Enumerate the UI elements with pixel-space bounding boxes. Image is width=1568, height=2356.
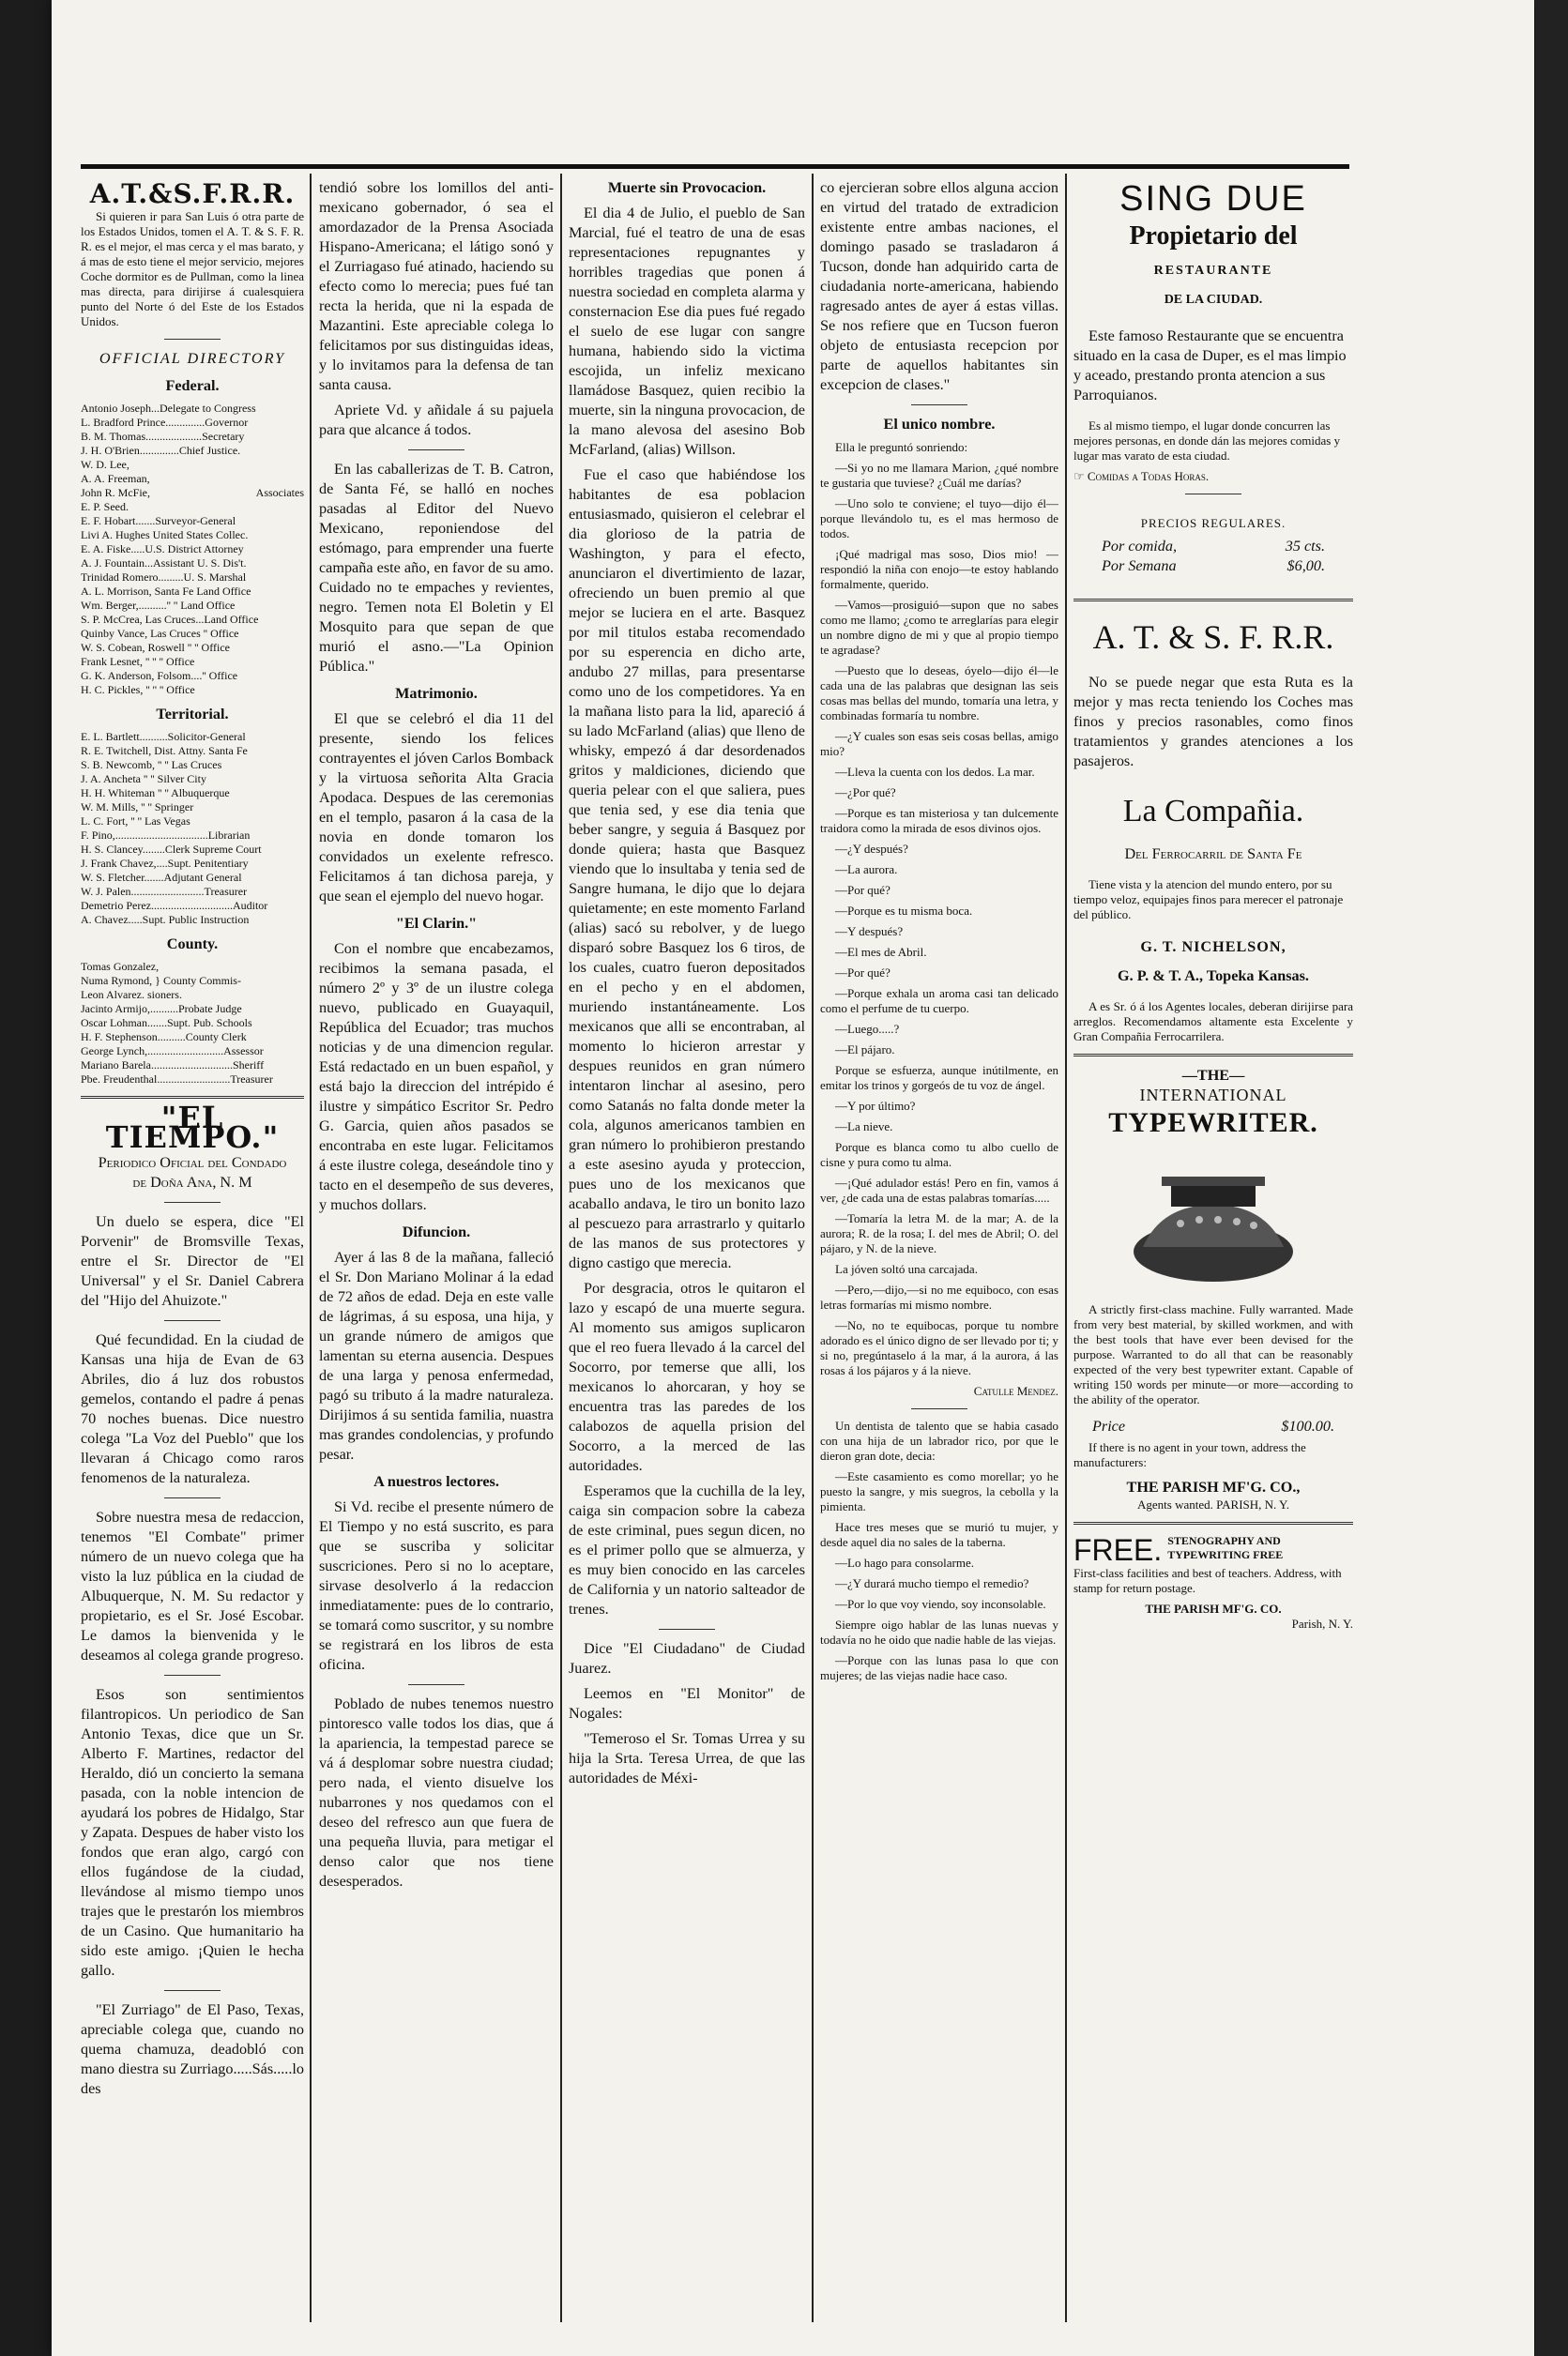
ad-subtitle: DE LA CIUDAD.: [1164, 293, 1263, 307]
ad-the: —THE—: [1181, 1067, 1245, 1084]
article-paragraph: Esperamos que la cuchilla de la ley, caiga sin compacion sobre la cabeza de este criminal, pues segun dicen, no es el primer pollo que se almuerza, y es muy bien conocido en las carceles de California y un natorio salteador de trenes.: [569, 1482, 805, 1618]
dialog-line: La jóven soltó una carcajada.: [835, 1262, 978, 1276]
typewriter-illustration: [1124, 1148, 1302, 1289]
dialog-line: —Lleva la cuenta con los dedos. La mar.: [835, 765, 1035, 779]
directory-entry: Numa Rymond, } County Commis-: [81, 974, 241, 987]
free-ad: [1073, 1534, 1353, 1632]
ad-agent-title: G. P. & T. A., Topeka Kansas.: [1118, 967, 1309, 984]
ad-text: Tiene vista y la atencion del mundo entero, por su tiempo veloz, equipajes finos para merecer el patronaje del público.: [1073, 877, 1344, 921]
directory-entry: B. M. Thomas....................Secretary: [81, 430, 245, 443]
territorial-list: [81, 730, 304, 927]
dialog-line: —Y por último?: [835, 1099, 916, 1113]
article-paragraph: "Temeroso el Sr. Tomas Urrea y su hija la Srta. Teresa Urrea, de que las autoridades de Méxi-: [569, 1730, 805, 1786]
directory-entry: A. J. Fountain...Assistant U. S. Dis't.: [81, 556, 247, 570]
directory-entry: G. K. Anderson, Folsom....'' Office: [81, 669, 238, 682]
column-1: [81, 178, 304, 2336]
section-heading: Difuncion.: [402, 1224, 471, 1240]
divider: [1073, 1522, 1353, 1525]
ad-text: No se puede negar que esta Ruta es la mejor y mas recta teniendo los Coches mas finos y precios rasonables, como finos tratamientos y grandes atenciones a los pasajeros.: [1073, 674, 1353, 769]
ad-maker-sub: Agents wanted. PARISH, N. Y.: [1136, 1497, 1290, 1512]
dialog-line: —Y después?: [835, 924, 904, 938]
dialog-line: —Por qué?: [835, 965, 891, 980]
directory-entry: George Lynch,...........................Assessor: [81, 1044, 264, 1057]
article-paragraph: "El Zurriago" de El Paso, Texas, apreciable colega que, cuando no quema chamuza, deadobló con mano diestra su Zurriago.....Sás.....lo des: [81, 2001, 304, 2097]
divider: [164, 1990, 221, 1991]
dialog-line: —Luego.....?: [835, 1022, 900, 1036]
scan-edge: [1535, 0, 1568, 2356]
restaurant-ad: [1073, 178, 1353, 576]
article-paragraph: Un duelo se espera, dice "El Porvenir" de Bromsville Texas, entre el Sr. Director de "El Universal" y el Sr. Daniel Cabrera del "Hijo del Ahuizote.": [81, 1213, 304, 1309]
directory-entry: W. D. Lee,: [81, 458, 129, 471]
directory-entry: Oscar Lohman.......Supt. Pub. Schools: [81, 1016, 252, 1029]
directory-entry: A. L. Morrison, Santa Fe Land Office: [81, 585, 251, 598]
dialog-line: —Porque es tan misteriosa y tan dulcemente traidora como la mirada de esos divinos ojos.: [820, 806, 1058, 835]
ad-maker: THE PARISH MF'G. CO.: [1145, 1602, 1282, 1616]
dialog-line: —Por qué?: [835, 883, 891, 897]
column-2: [319, 178, 554, 2336]
column-3: [569, 178, 805, 2336]
article-paragraph: Con el nombre que encabezamos, recibimos la semana pasada, el número 2º y 3º de un ilustre colega nuevo, publicado en Guayaquil, República del Ecuador; tras muchos noticias y de una dimencion regular. Está redactado en un buen español, y está bajo la direccion del intrépido é ilustre y simpático Escritor Sr. Pedro G. Garcia, quien años pasados se encontraba en este lugar. Felicitamos á este ilustre colega, deseándole tino y tacto en el desempeño de sus deveres, y muchos dollars.: [319, 940, 554, 1213]
article-paragraph: Ella le preguntó sonriendo:: [835, 440, 968, 454]
article-paragraph: —Lo hago para consolarme.: [835, 1556, 975, 1570]
divider: [164, 1320, 221, 1321]
article-paragraph: El que se celebró el dia 11 del presente, siendo los felices contrayentes el jóven Carlos Bomback y la virtuosa señorita Alta Gracia Apodaca. Despues de las ceremonias en el templo, pasaron á la casa de la novia en donde tomaron los convidados un exelente refresco. Felicitamos á tan dichosa pareja, y que sean el ejemplo del nuevo hogar.: [319, 710, 554, 904]
dialog-line: —La nieve.: [835, 1119, 893, 1133]
ad-subtitle: Propietario del: [1129, 221, 1298, 251]
dialog-line: —La aurora.: [835, 862, 898, 876]
article-paragraph: Fue el caso que habiéndose los habitantes de esa poblacion entusiasmado, quisieron el celebrar el dia glorioso de la patria de Washington, y para el efecto, anunciaron el divertimiento de lazar, ofreciendo un buen premio al que mejor se luciera en el arte. Basquez por mil titulos estaba recomendado por su esperencia en dicho arte, andubo 27 millas, para presentarse como uno de los competidores. Ya en la mañana listo para la lid, apareció á su lado McFarland (alias) que lleno de whisky, empezó á dar desordenados gritos y maldiciones, diciendo que queria pelear con el que saliera, pues que tenia sed, y ese dia tenia que beber sangre, y seguia á Basquez por donde quiera; hasta que Basquez viendo que lo insultaba y tenia sed de Sangre humana, le dijo que lo dejara quietamente; en este momento Farland (alias) sacó su rebolver, y de luego disparó sobre Basquez los 6 tiros, de los cuales, cuatro fueron depositados en el pecho y en el abdomen, muriendo instantáneamente. Los mexicanos que alli se encontraban, al momento lo hicieron arrestar y despues reunidos en gran número intentaron linchar al asesino, pero como Satanás no falta donde meter la cola, algunos americanos tambien en gran número lo prohibieron prestando a este asesino ayuda y proteccion, pues uno de los mexicanos que acaballo andava, le tiro un bonito lazo al pescuezo para arrastrarlo y quitarlo de las manos de sus protectores y digno castigo que merecia.: [569, 466, 805, 1271]
ad-text: Es al mismo tiempo, el lugar donde concurren las mejores personas, en donde dán las mejores comidas y lugar mas varato de esta ciudad.: [1073, 418, 1341, 463]
directory-entry: Wm. Berger,..........'' '' Land Office: [81, 599, 236, 612]
price-row: Price $100.00.: [1092, 1418, 1334, 1435]
article-paragraph: Hace tres meses que se murió tu mujer, y desde aquel dia no sales de la taberna.: [820, 1520, 1058, 1549]
dialog-line: —¡Qué adulador estás! Pero en fin, vamos á ver, ¿de cada una de estas palabras tomarías.....: [820, 1176, 1058, 1205]
article-paragraph: En las caballerizas de T. B. Catron, de Santa Fé, se halló en noches pasadas al Editor del Nuevo Mexicano, reponiendose del estómago, para emprender una fuerte campaña este año, en favor de su amo. Cuidado no te empaches y revientes, negro. Temen nota El Boletin y El Mosquito para que sepan de que murió el asno.—"La Opinion Pública.": [319, 461, 554, 675]
divider: [911, 404, 967, 405]
directory-entry: W. S. Fletcher.......Adjutant General: [81, 871, 242, 884]
article-paragraph: Por desgracia, otros le quitaron el lazo y escapó de una muerte segura. Al momento sus amigos suplicaron que el reo fuera llevado á la carcel del Socorro, por temerse que alli, los mexicanos lo ahorcaran, y hoy se encuentra tras las paredes de los calabozos de aquella prision del Socorro, a la merced de las autoridades.: [569, 1280, 805, 1474]
article-paragraph: Esos son sentimientos filantropicos. Un periodico de San Antonio Texas, dice que un Sr. Alberto F. Martines, redactor del Heraldo, dió un concierto la semana pasada, con la noble intencion de ayudará los pobres de Hidalgo, Star y Zapata. Despues de haber visto los fondos que eran algo, cargó con ellos fugándose de la ciudad, llevándose al mismo tiempo unos trajes que le prestarón los miembros de un Casino. Que humanitario ha sido este amigo. ¡Quien le hecha gallo.: [81, 1686, 304, 1979]
dialog-line: —Pero,—dijo,—si no me equiboco, con esas letras formarías mi mismo nombre.: [820, 1283, 1058, 1312]
directory-entry: Quinby Vance, Las Cruces '' Office: [81, 627, 239, 640]
ad-title: SING DUE: [1119, 179, 1307, 219]
railroad-title: A.T.&S.F.R.R.: [89, 178, 296, 209]
article-paragraph: —Este casamiento es como morellar; yo he puesto la sangre, y mis suegros, la cebolla y la pimienta.: [820, 1469, 1058, 1513]
directory-entry: S. P. McCrea, Las Cruces...Land Office: [81, 613, 259, 626]
ad-text: Este famoso Restaurante que se encuentra situado en la casa de Duper, es el mas limpio y aceado, prestando pronta atencion a sus Parroquianos.: [1073, 327, 1347, 403]
section-heading: "El Clarin.": [395, 915, 478, 932]
directory-entry: E. L. Bartlett..........Solicitor-General: [81, 730, 246, 743]
article-paragraph: Poblado de nubes tenemos nuestro pintoresco valle todos los dias, que á la apariencia, la tempestad parece se vá á desplomar sobre nuestra ciudad; pero nada, el viento disuelve los nubarrones y nos quedamos con el deseo del refresco aun que fuera de una pequeña lluvia, para metigar el denso calor que nos tiene desesperados.: [319, 1695, 554, 1890]
masthead-subtitle: Periodico Oficial del Condado: [98, 1154, 287, 1171]
directory-entry: Antonio Joseph...Delegate to Congress: [81, 402, 256, 415]
ad-text: A strictly first-class machine. Fully warranted. Made from very best material, by skilled workmen, and with the best tools that have ever been devised for the purpose. Warranted to do all that can be reasonably expected of the very best typewriter extant. Capable of writing 150 words per minute—or more—according to the ability of the operator.: [1073, 1302, 1353, 1406]
directory-entry: E. F. Hobart.......Surveyor-General: [81, 514, 236, 527]
section-heading: Matrimonio.: [395, 685, 478, 702]
top-rule: [81, 164, 1349, 169]
ad-title: A. T. & S. F. R.R.: [1092, 618, 1334, 656]
article-paragraph: Dice "El Ciudadano" de Ciudad Juarez.: [569, 1640, 805, 1677]
directory-entry: Leon Alvarez. sioners.: [81, 988, 182, 1001]
article-paragraph: Qué fecundidad. En la ciudad de Kansas una hija de Evan de 63 Abriles, dio á luz dos robustos gemelos, contando el padre á penas 70 noches buenas. Dice nuestro colega "La Voz del Pueblo" que los llevaran á Chicago como raros fenomenos de la naturaleza.: [81, 1331, 304, 1486]
dialog-line: —Vamos—prosiguió—supon que no sabes como me llamo; ¿como te arreglarías para elegir un nombre digno de mi y que al propio tiempo te agradase?: [820, 598, 1058, 657]
divider: [164, 1675, 221, 1676]
dialog-line: —El pájaro.: [835, 1042, 895, 1056]
prices-title: PRECIOS REGULARES.: [1140, 516, 1286, 530]
directory-entry: J. H. O'Brien..............Chief Justice.: [81, 444, 241, 457]
article-paragraph: Siempre oigo hablar de las lunas nuevas y todavía no he oido que nadie hable de las viejas.: [820, 1618, 1058, 1647]
directory-entry: A. Chavez.....Supt. Public Instruction: [81, 913, 250, 926]
territorial-heading: Territorial.: [156, 706, 229, 722]
article-paragraph: —Por lo que voy viendo, soy inconsolable.: [835, 1597, 1046, 1611]
dialog-line: —¿Y después?: [835, 842, 908, 856]
directory-entry: A. A. Freeman,: [81, 472, 150, 485]
typewriter-ad: [1073, 1066, 1353, 1512]
dialog-line: —No, no te equibocas, porque tu nombre adorado es el único digno de ser llevado por ti; y si no, pregúntaselo á la mar, á la aurora, á las rosas á los pájaros y á la nieve.: [820, 1318, 1058, 1377]
section-heading: Muerte sin Provocacion.: [607, 179, 767, 196]
county-heading: County.: [166, 935, 219, 952]
section-heading: A nuestros lectores.: [373, 1473, 499, 1490]
directory-entry: J. A. Ancheta '' '' Silver City: [81, 772, 206, 785]
directory-entry: Pbe. Freudenthal..........................Treasurer: [81, 1072, 273, 1086]
federal-list: [81, 402, 304, 697]
directory-entry: H. C. Pickles, '' '' '' Office: [81, 683, 195, 696]
county-list: [81, 960, 304, 1087]
directory-entry: John R. McFie, Associates: [81, 486, 304, 499]
railroad-ad: [1073, 615, 1353, 1044]
divider: [408, 1684, 464, 1685]
divider: [911, 1408, 967, 1409]
directory-entry: Jacinto Armijo,..........Probate Judge: [81, 1002, 242, 1015]
directory-entry: Trinidad Romero.........U. S. Marshal: [81, 570, 247, 584]
dialog-line: Porque es blanca como tu albo cuello de cisne y pura como tu alma.: [820, 1140, 1058, 1169]
directory-entry: R. E. Twitchell, Dist. Attny. Santa Fe: [81, 744, 248, 757]
divider: [1073, 599, 1353, 601]
ad-text: A es Sr. ó á los Agentes locales, deberan dirijirse para arreglos. Recomendamos altamente esta Excelente y Gran Compañia Ferrocarrilera.: [1073, 999, 1353, 1043]
price-row: Por Semana $6,00.: [1102, 557, 1325, 574]
directory-entry: E. P. Seed.: [81, 500, 129, 513]
ad-maker-sub: Parish, N. Y.: [1291, 1617, 1353, 1631]
column-rule: [560, 174, 562, 2322]
column-rule: [310, 174, 312, 2322]
directory-entry: L. Bradford Prince..............Governor: [81, 416, 249, 429]
ad-intl: INTERNATIONAL: [1139, 1086, 1287, 1104]
article-paragraph: Leemos en "El Monitor" de Nogales:: [569, 1685, 805, 1722]
ad-subtitle: STENOGRAPHY AND TYPEWRITING FREE: [1167, 1534, 1284, 1561]
directory-entry: Tomas Gonzalez,: [81, 960, 160, 973]
divider: [408, 449, 464, 450]
directory-entry: H. H. Whiteman '' '' Albuquerque: [81, 786, 230, 799]
divider: [1073, 1054, 1353, 1056]
article-paragraph: —¿Y durará mucho tiempo el remedio?: [835, 1576, 1029, 1590]
article-paragraph: tendió sobre los lomillos del anti-mexicano gobernador, ó sea el amordazador de la Prensa Asociada Hispano-Americana; el látigo sonó y el Zurriagaso fué atinado, haciendo su efecto como lo merecia; pues fué tan recta la herida, que ni la espada de Mazantini. Este apreciable colega lo felicitamos por sus distinguidas ideas, y lo invitamos para la defensa de tan santa causa.: [319, 179, 554, 393]
directory-entry: S. B. Newcomb, '' '' Las Cruces: [81, 758, 222, 771]
directory-entry: Livi A. Hughes United States Collec.: [81, 528, 249, 541]
poem-block: [820, 440, 1058, 1399]
price-row: Por comida, 35 cts.: [1102, 538, 1325, 555]
dialog-line: Porque se esfuerza, aunque inútilmente, en emitar los trinos y gorgeós de tu voz de ángel.: [820, 1063, 1058, 1092]
ad-subtitle: RESTAURANTE: [1153, 264, 1273, 278]
ad-company-sub: Del Ferrocarril de Santa Fe: [1124, 845, 1302, 862]
directory-entry: L. C. Fort, '' '' Las Vegas: [81, 814, 190, 828]
article-paragraph: Sobre nuestra mesa de redaccion, tenemos "El Combate" primer número de un nuevo colega que ha visto la luz pública en la ciudad de Albuquerque, N. M. Su redactor y propietario, es el Sr. José Escobar. Le damos la bienvenida y le deseamos al colega grande progreso.: [81, 1509, 304, 1664]
divider: [659, 1629, 715, 1630]
divider: [164, 1202, 221, 1203]
ad-title: TYPEWRITER.: [1108, 1107, 1318, 1138]
hand-pointer-icon: ☞: [1073, 469, 1088, 483]
federal-heading: Federal.: [165, 377, 220, 394]
ad-text: If there is no agent in your town, address the manufacturers:: [1073, 1440, 1306, 1469]
railroad-text: Si quieren ir para San Luis ó otra parte de los Estados Unidos, tomen el A. T. & S. F. R. R. es el mejor, el mas cerca y el mas barato, y á mas de esto tiene el mejor servicio, mejores Coche dormitor es de Pullman, como la linea mas directa, para dirijirse á cualesquiera punto del Norte ó del Este de los Estados Unidos.: [81, 209, 304, 328]
dialog-line: —Si yo no me llamara Marion, ¿qué nombre te gustaria que tuviese? ¿Cuál me darías?: [820, 461, 1058, 490]
article-paragraph: Ayer á las 8 de la mañana, falleció el Sr. Don Mariano Molinar á la edad de 72 años de edad. Deja en este valle de lágrimas, á su esposa, una hija, y un grande número de amigos que lamentan su eterna ausencia. Despues de una larga y penosa enfermedad, pagó su tributo á la madre naturaleza. Dirijimos á su sentida familia, nuastra mas grandes condolencias, y profundo pesar.: [319, 1249, 554, 1463]
directory-entry: E. A. Fiske.....U.S. District Attorney: [81, 542, 244, 555]
divider: [164, 339, 221, 340]
directory-entry: H. S. Clancey........Clerk Supreme Court: [81, 843, 262, 856]
divider: [164, 1497, 221, 1498]
dialog-line: —Uno solo te conviene; el tuyo—dijo él—porque llevándolo tu, es el mas hermoso de todos.: [820, 496, 1058, 540]
directory-entry: J. Frank Chavez,....Supt. Penitentiary: [81, 857, 249, 870]
directory-entry: Mariano Barela.............................Sheriff: [81, 1058, 265, 1072]
dialog-line: —¿Por qué?: [835, 785, 896, 799]
section-heading: El unico nombre.: [883, 416, 996, 433]
ad-maker: THE PARISH MF'G. CO.,: [1126, 1479, 1301, 1496]
directory-entry: W. J. Palen..........................Treasurer: [81, 885, 248, 898]
divider: [81, 1096, 304, 1099]
directory-title: OFFICIAL DIRECTORY: [99, 350, 286, 367]
article-paragraph: co ejercieran sobre ellos alguna accion en virtud del tratado de extradicion existente entre ambas naciones, el domingo pasado se trasladaron á Tucson, donde han adquirido carta de ciudadania norte-americana, habiendo ragresado antes de ayer á estas villas. Se nos refiere que en Tucson fueron objeto de entusiasta recepcion por parte de aquellos habitantes sin excepcion de clases.": [820, 179, 1058, 393]
article-paragraph: Apriete Vd. y añidale á su pajuela para que alcance á todos.: [319, 402, 554, 438]
ad-hours: ☞ Comidas a Todas Horas.: [1073, 469, 1210, 483]
article-paragraph: Si Vd. recibe el presente número de El Tiempo y no está suscrito, es para que se suscriba y solicitar suscriciones. Pero si no lo aceptare, sirvase desolverlo á la redaccion inmediatamente: pues de lo contrario, se tomará como suscritor, y su nombre se registrará en los libros de esta oficina.: [319, 1498, 554, 1673]
column-rule: [812, 174, 814, 2322]
directory-entry: F. Pino,.................................Librarian: [81, 828, 251, 842]
directory-entry: W. S. Cobean, Roswell '' '' Office: [81, 641, 230, 654]
column-rule: [1065, 174, 1067, 2322]
dialog-line: —Porque es tu misma boca.: [835, 904, 973, 918]
directory-entry: Demetrio Perez.............................Auditor: [81, 899, 268, 912]
signature: Catulle Mendez.: [973, 1384, 1058, 1398]
dialog-line: —¿Y cuales son esas seis cosas bellas, amigo mio?: [820, 729, 1058, 758]
column-5-ads: [1073, 178, 1353, 2336]
directory-entry: H. F. Stephenson..........County Clerk: [81, 1030, 247, 1043]
dialog-line: —Porque exhala un aroma casi tan delicado como el perfume de tu cuerpo.: [820, 986, 1058, 1015]
ad-company: La Compañia.: [1122, 794, 1304, 828]
directory-entry: W. M. Mills, '' '' Springer: [81, 800, 194, 813]
dialog-line: —Tomaría la letra M. de la mar; A. de la aurora; R. de la rosa; I. del mes de Abril; O. del pájaro, y N. de la nieve.: [820, 1211, 1058, 1255]
article-paragraph: El dia 4 de Julio, el pueblo de San Marcial, fué el teatro de una de esas representaciones repugnantes y horribles tragedias que ponen á nuestra sociedad en completa alarma y consternacion Ese dia pues fué regado el suelo de ese lugar con sangre humana, habiendo sido la victima escojida, un infeliz mexicano llamádose Basquez, quien recibio la muerte, sin la ninguna provocacion, de la mano alevosa del asesino Bob McFarland, (alias) Willson.: [569, 205, 805, 458]
masthead: "EL TIEMPO.": [105, 1100, 280, 1155]
article-paragraph: —Porque con las lunas pasa lo que con mujeres; de las viejas nadie hace caso.: [820, 1653, 1058, 1682]
dialog-line: —El mes de Abril.: [835, 945, 927, 959]
ad-text: First-class facilities and best of teachers. Address, with stamp for return postage.: [1073, 1566, 1342, 1595]
jokes-block: [820, 1419, 1058, 1683]
article-paragraph: Un dentista de talento que se habia casado con una hija de un labrador rico, por que le dieron gran dote, decia:: [820, 1419, 1058, 1463]
dialog-line: —Puesto que lo deseas, óyelo—dijo él—le cada una de las palabras que designan las seis cosas mas bellas del mundo, tomaría una letra, y combinadas formaría tu nombre.: [820, 663, 1058, 722]
directory-entry: Frank Lesnet, '' '' '' Office: [81, 655, 195, 668]
masthead-subtitle: de Doña Ana, N. M: [132, 1174, 252, 1191]
column-4: [820, 178, 1058, 2336]
ad-agent: G. T. NICHELSON,: [1140, 938, 1286, 955]
ad-title: FREE.: [1073, 1533, 1163, 1567]
dialog-line: ¡Qué madrigal mas soso, Dios mio! —respondió la niña con enojo—te estoy hablando formalmente, querido.: [820, 547, 1058, 591]
